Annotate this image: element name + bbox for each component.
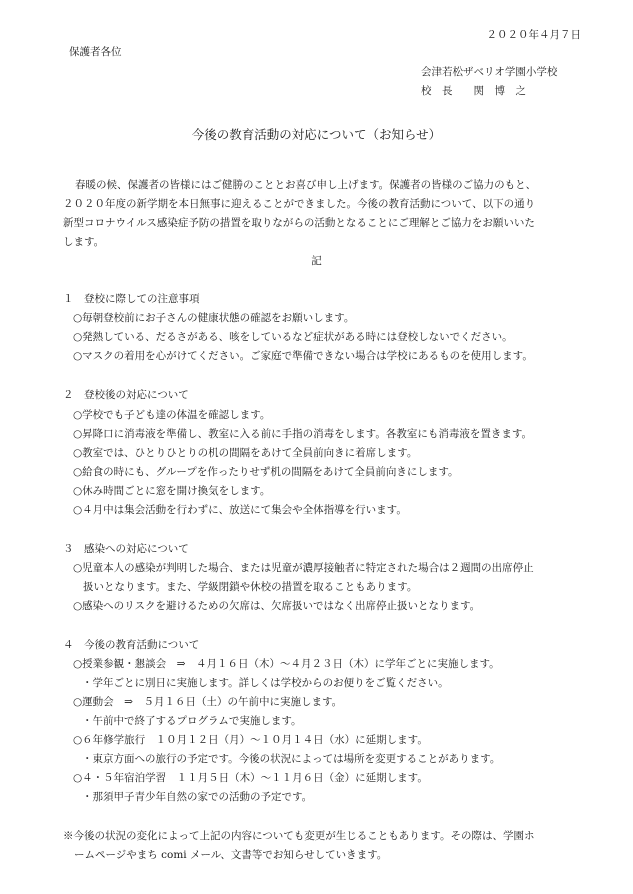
section-2-item-4: ○給食の時にも、グループを作ったりせず机の間隔をあけて全員前向きにします。 bbox=[73, 466, 459, 478]
section-4-item-1-note: ・学年ごとに別日に実施します。詳しくは学校からのお便りをご覧ください。 bbox=[82, 677, 449, 689]
section-2-item-6: ○４月中は集会活動を行わずに、放送にて集会や全体指導を行います。 bbox=[73, 504, 407, 516]
section-3-title: ３ 感染への対応について bbox=[63, 543, 189, 555]
ki-heading: 記 bbox=[311, 255, 322, 267]
section-2-title: ２ 登校後の対応について bbox=[63, 389, 189, 401]
document-date: ２０２０年４月７日 bbox=[486, 29, 581, 41]
section-4-item-2: ○運動会 ⇒ ５月１６日（土）の午前中に実施します。 bbox=[73, 696, 343, 708]
footer-note-line-2: ームページやまち comi メール、文書等でお知らせしていきます。 bbox=[74, 849, 388, 861]
section-4-item-2-note: ・午前中で終了するプログラムで実施します。 bbox=[82, 715, 302, 727]
section-1-item-1: ○毎朝登校前にお子さんの健康状態の確認をお願いします。 bbox=[73, 312, 355, 324]
section-4-item-3-note: ・東京方面への旅行の予定です。今後の状況によっては場所を変更することがあります。 bbox=[82, 753, 501, 765]
section-4-item-4-note: ・那須甲子青少年自然の家での活動の予定です。 bbox=[82, 791, 313, 803]
section-1-title: １ 登校に際しての注意事項 bbox=[63, 293, 200, 305]
section-3-item-1: ○児童本人の感染が判明した場合、または児童が濃厚接触者に特定された場合は２週間の出席停止 bbox=[73, 562, 534, 574]
intro-line-3: 新型コロナウイルス感染症予防の措置を取りながらの活動となることにご理解とご協力をお願いいた bbox=[63, 217, 535, 229]
school-name: 会津若松ザベリオ学園小学校 bbox=[421, 66, 558, 78]
section-1-item-3: ○マスクの着用を心がけてください。ご家庭で準備できない場合は学校にあるものを使用します。 bbox=[73, 350, 533, 362]
intro-line-2: ２０２０年度の新学期を本日無事に迎えることができました。今後の教育活動について、以下の通り bbox=[63, 198, 536, 210]
document-title: 今後の教育活動の対応について（お知らせ） bbox=[191, 127, 442, 142]
section-3-item-2: ○感染へのリスクを避けるための欠席は、欠席扱いではなく出席停止扱いとなります。 bbox=[73, 600, 481, 612]
section-3-item-1-cont: 扱いとなります。また、学級閉鎖や休校の措置を取ることもあります。 bbox=[83, 581, 418, 593]
principal-name: 校 長 関 博 之 bbox=[421, 85, 526, 97]
section-2-item-3: ○教室では、ひとりひとりの机の間隔をあけて全員前向きに着席します。 bbox=[73, 447, 418, 459]
section-4-item-4: ○４・５年宿泊学習 １１月５日（木）～１１月６日（金）に延期します。 bbox=[73, 772, 428, 784]
addressee: 保護者各位 bbox=[69, 46, 122, 58]
section-2-item-1: ○学校でも子ども達の体温を確認します。 bbox=[73, 409, 271, 421]
section-2-item-2: ○昇降口に消毒液を準備し、教室に入る前に手指の消毒をします。各教室にも消毒液を置きます。 bbox=[73, 428, 532, 440]
section-1-item-2: ○発熱している、だるさがある、咳をしているなど症状がある時には登校しないでください。 bbox=[73, 331, 513, 343]
footer-note-line-1: ※今後の状況の変化によって上記の内容についても変更が生じることもあります。その際は、学園ホ bbox=[63, 830, 535, 842]
section-4-title: ４ 今後の教育活動について bbox=[63, 639, 200, 651]
intro-line-4: します。 bbox=[63, 236, 105, 248]
section-2-item-5: ○休み時間ごとに窓を開け換気をします。 bbox=[73, 485, 271, 497]
section-4-item-1: ○授業参観・懇談会 ⇒ ４月１６日（木）～４月２３日（木）に学年ごとに実施します。 bbox=[73, 658, 500, 670]
section-4-item-3: ○６年修学旅行 １０月１２日（月）～１０月１４日（水）に延期します。 bbox=[73, 734, 428, 746]
intro-line-1: 春暖の候、保護者の皆様にはご健勝のこととお喜び申し上げます。保護者の皆様のご協力のもと、 bbox=[75, 179, 537, 191]
